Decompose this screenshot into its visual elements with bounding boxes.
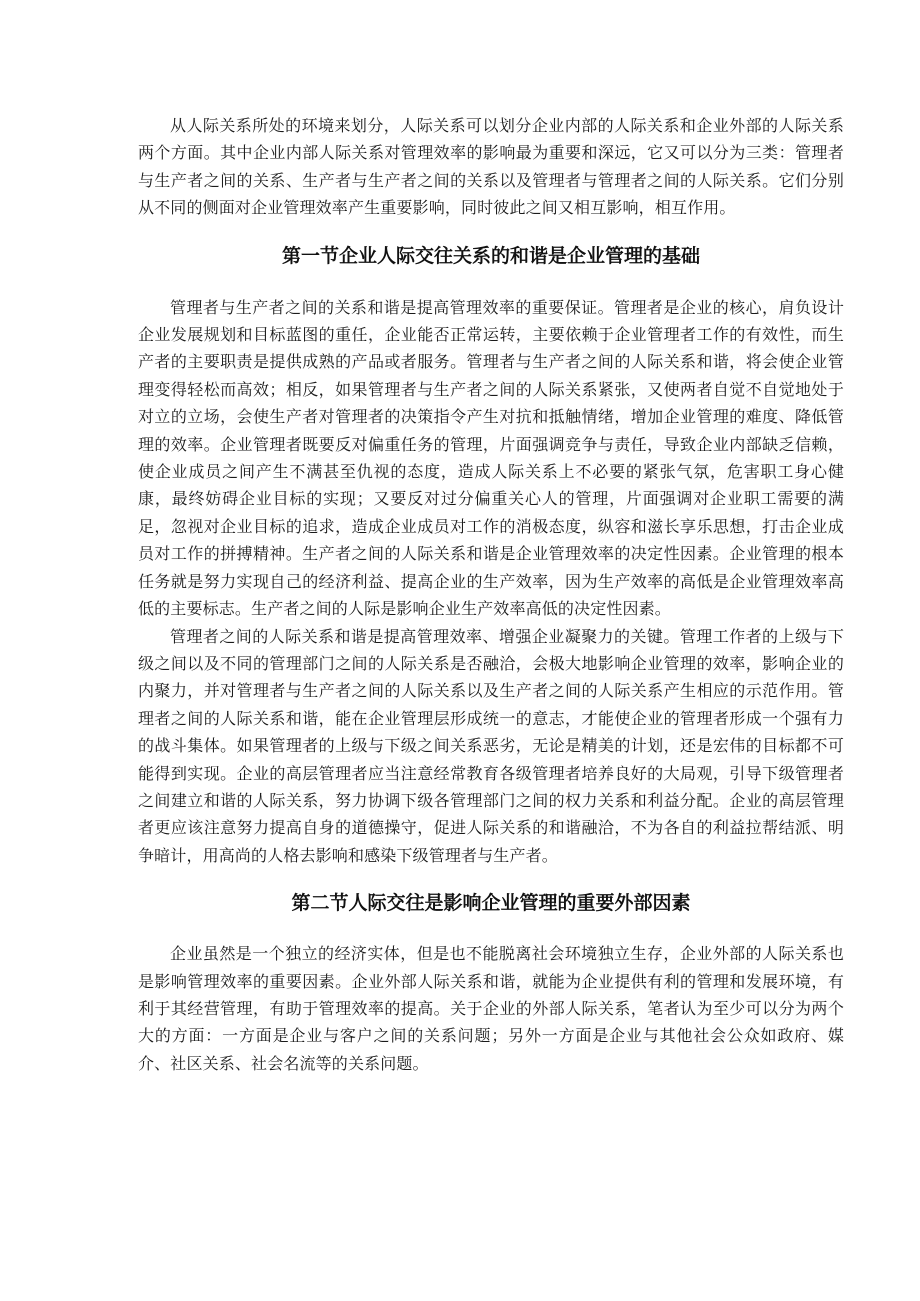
section-2-heading: 第二节人际交往是影响企业管理的重要外部因素	[291, 892, 691, 915]
document-page	[138, 112, 844, 1077]
section-1-heading: 第一节企业人际交往关系的和谐是企业管理的基础	[281, 244, 700, 267]
intro-paragraph: 从人际关系所处的环境来划分，人际关系可以划分企业内部的人际关系和企业外部的人际关系两个方面。其中企业内部人际关系对管理效率的影响最为重要和深远，它又可以分为三类：管理者与生产者之间的关系、生产者与生产者之间的关系以及管理者与管理者之间的人际关系。它们分别从不同的侧面对企业管理效率产生重要影响，同时彼此之间又相互影响，相互作用。	[138, 116, 844, 218]
section-1-paragraph-1: 管理者与生产者之间的关系和谐是提高管理效率的重要保证。管理者是企业的核心，肩负设计企业发展规划和目标蓝图的重任，企业能否正常运转，主要依赖于企业管理者工作的有效性，而生产者的主要职责是提供成熟的产品或者服务。管理者与生产者之间的人际关系和谐，将会使企业管理变得轻松而高效；相反，如果管理者与生产者之间的人际关系紧张，又使两者自觉不自觉地处于对立的立场，会使生产者对管理者的决策指令产生对抗和抵触情绪，增加企业管理的难度、降低管理的效率。企业管理者既要反对偏重任务的管理，片面强调竞争与责任，导致企业内部缺乏信赖，使企业成员之间产生不满甚至仇视的态度，造成人际关系上不必要的紧张气氛，危害职工身心健康，最终妨碍企业目标的实现；又要反对过分偏重关心人的管理，片面强调对企业职工需要的满足，忽视对企业目标的追求，造成企业成员对工作的消极态度，纵容和滋长享乐思想，打击企业成员对工作的拼搏精神。生产者之间的人际关系和谐是企业管理效率的决定性因素。企业管理的根本任务就是努力实现自己的经济利益、提高企业的生产效率，因为生产效率的高低是企业管理效率高低的主要标志。生产者之间的人际是影响企业生产效率高低的决定性因素。	[138, 297, 844, 619]
section-2-paragraph-1: 企业虽然是一个独立的经济实体，但是也不能脱离社会环境独立生存，企业外部的人际关系也是影响管理效率的重要因素。企业外部人际关系和谐，就能为企业提供有利的管理和发展环境，有利于其经营管理，有助于管理效率的提高。关于企业的外部人际关系，笔者认为至少可以分为两个大的方面：一方面是企业与客户之间的关系问题；另外一方面是企业与其他社会公众如政府、媒介、社区关系、社会名流等的关系问题。	[138, 944, 844, 1073]
section-1-paragraph-2: 管理者之间的人际关系和谐是提高管理效率、增强企业凝聚力的关键。管理工作者的上级与下级之间以及不同的管理部门之间的人际关系是否融洽，会极大地影响企业管理的效率，影响企业的内聚力，并对管理者与生产者之间的人际关系以及生产者之间的人际关系产生相应的示范作用。管理者之间的人际关系和谐，能在企业管理层形成统一的意志，才能使企业的管理者形成一个强有力的战斗集体。如果管理者的上级与下级之间关系恶劣，无论是精美的计划，还是宏伟的目标都不可能得到实现。企业的高层管理者应当注意经常教育各级管理者培养良好的大局观，引导下级管理者之间建立和谐的人际关系，努力协调下级各管理部门之间的权力关系和利益分配。企业的高层管理者更应该注意努力提高自身的道德操守，促进人际关系的和谐融洽，不为各自的利益拉帮结派、明争暗计，用高尚的人格去影响和感染下级管理者与生产者。	[138, 626, 844, 865]
